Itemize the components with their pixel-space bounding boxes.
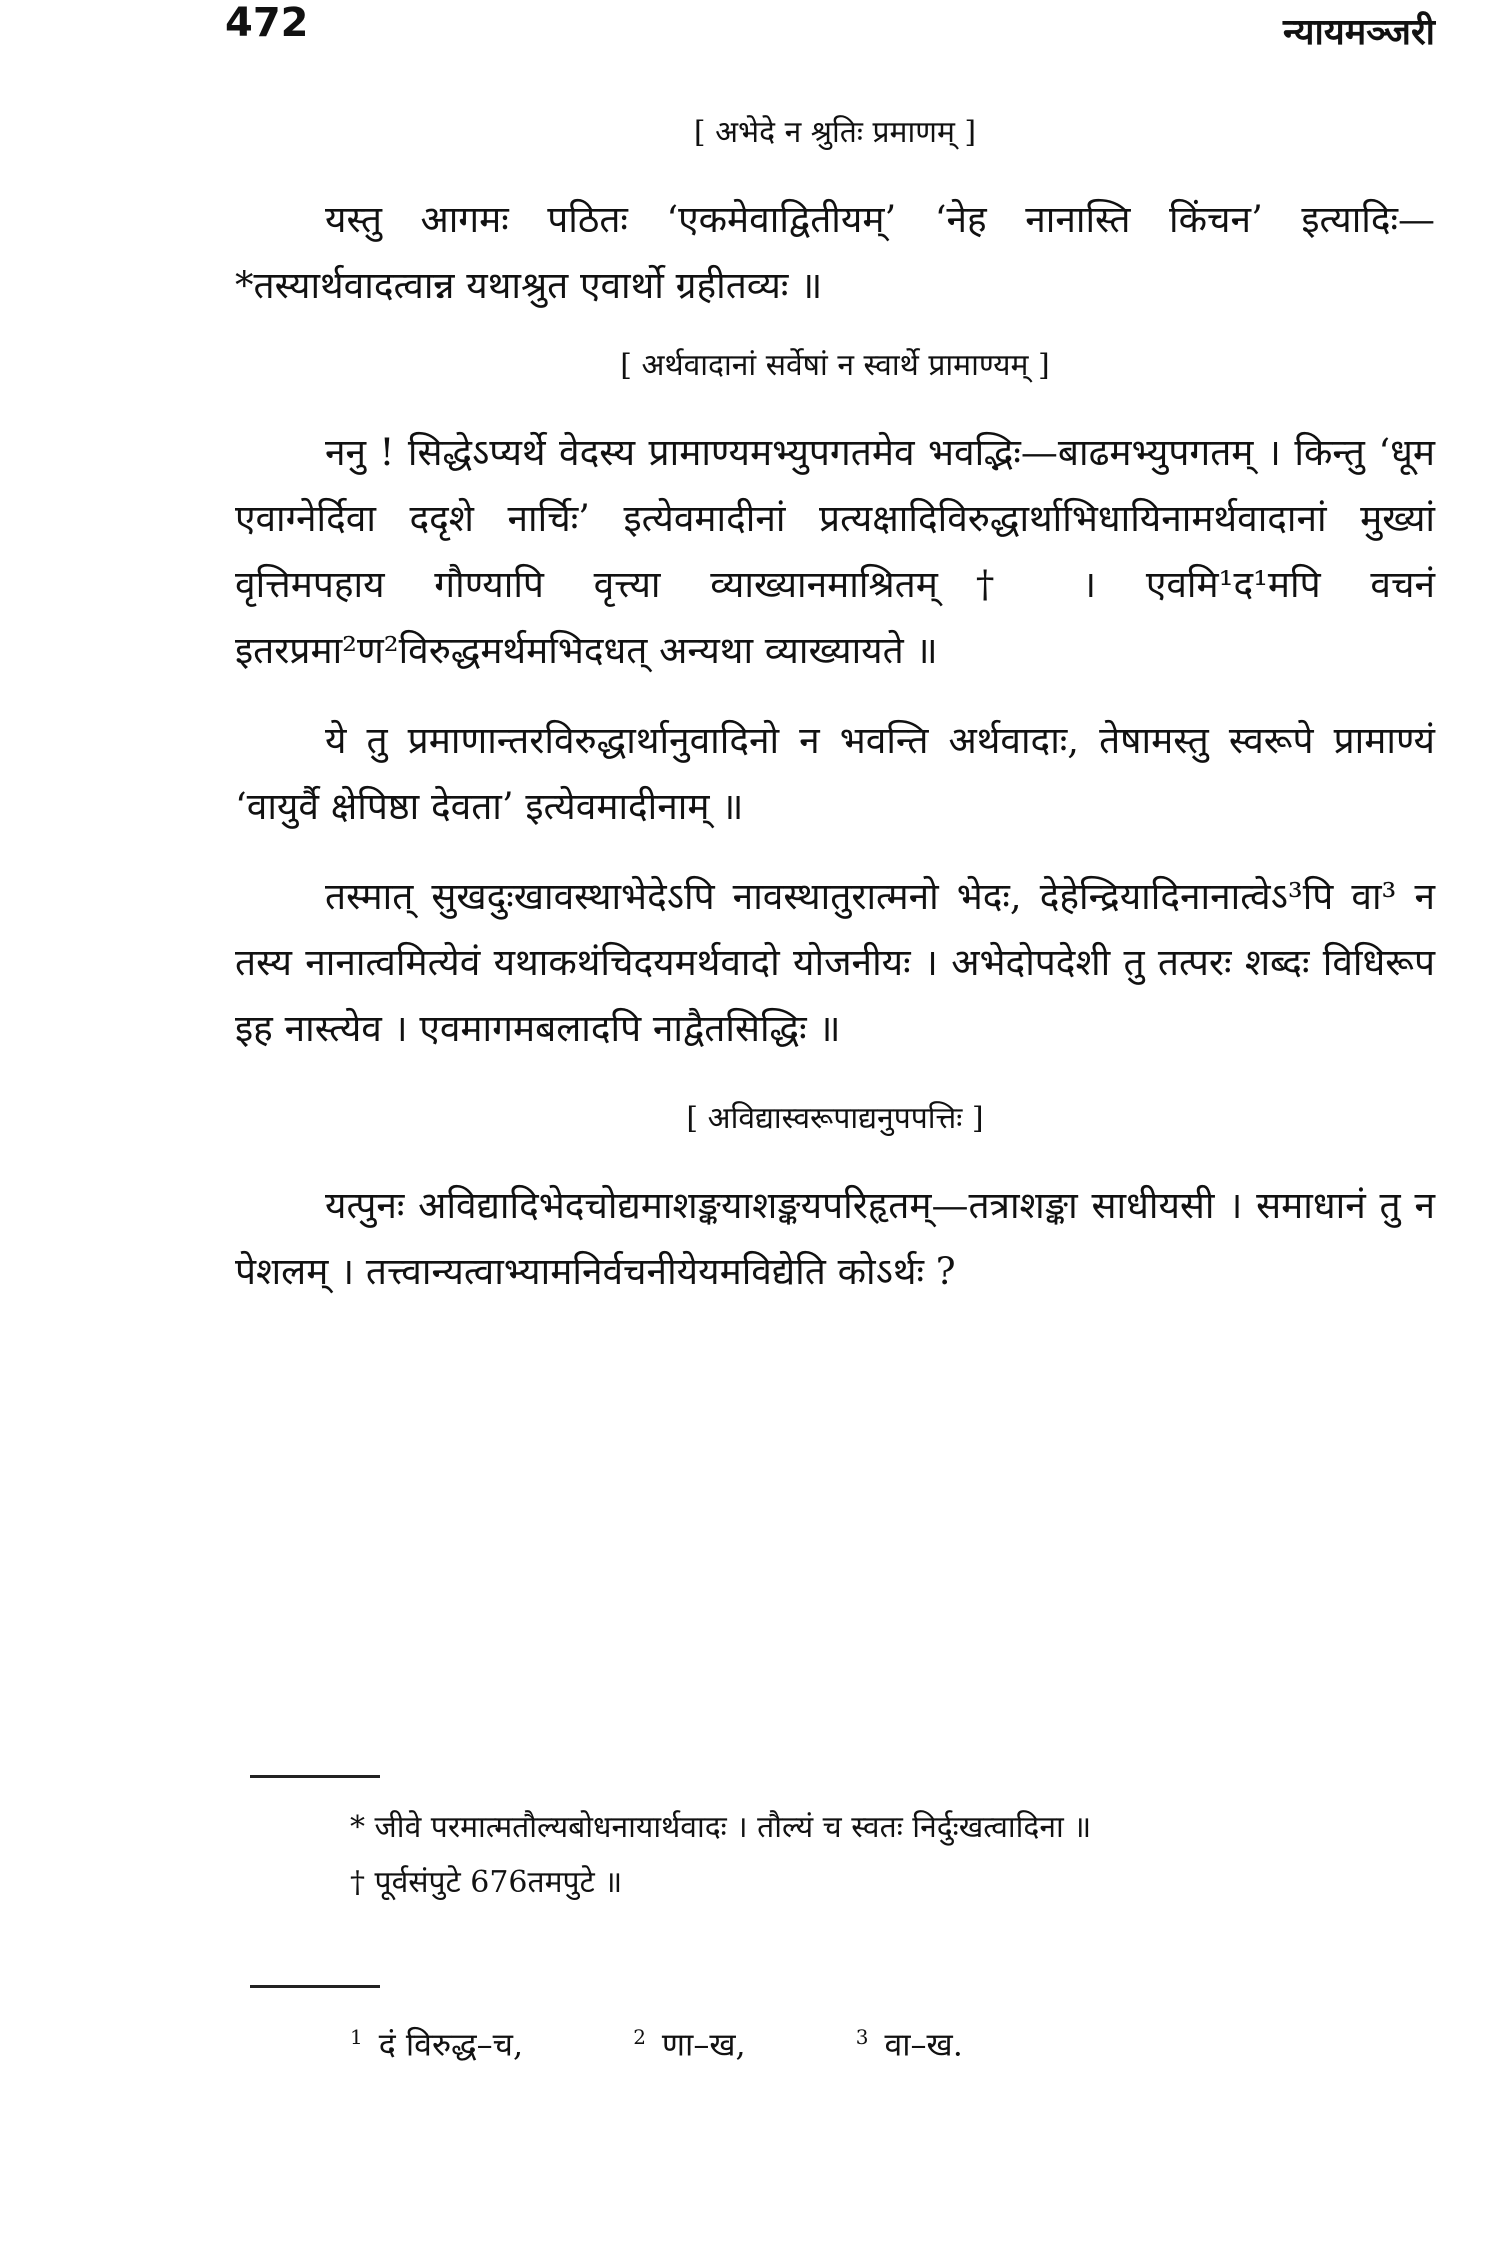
variant-row bbox=[350, 2010, 1440, 2073]
variant-text: दं विरुद्ध–च, bbox=[378, 2025, 524, 2064]
main-text bbox=[235, 100, 1435, 1329]
variant-text: वा–ख. bbox=[884, 2025, 963, 2064]
footnotes bbox=[250, 1775, 1440, 1910]
paragraph: ये तु प्रमाणान्तरविरुद्धार्थानुवादिनो न भवन्ति अर्थवादाः, तेषामस्तु स्वरूपे प्रामाण्यं ‘वायुर्वै क्षेपिष्ठा देवता’ इत्येवमादीनाम् ॥ bbox=[235, 719, 1435, 828]
section-heading: [ अविद्यास्वरूपाद्यनुपपत्तिः ] bbox=[686, 1101, 984, 1136]
running-title: न्यायमञ्जरी bbox=[1283, 11, 1435, 53]
paragraph: ननु ! सिद्धेऽप्यर्थे वेदस्य प्रामाण्यमभ्युपगतमेव भवद्भिः—बाढमभ्युपगतम् । किन्तु ‘धूम एवाग्नेर्दिवा ददृशे नार्चिः’ इत्येवमादीनां प्रत्यक्षादिविरुद्धार्थाभिधायिनामर्थवादानां मुख्यां वृत्तिमपहाय गौण्यापि वृत्त्या व्याख्यानमाश्रितम्† । एवमि¹द¹मपि वचनं इतरप्रमा²ण²विरुद्धमर्थमभिदधत् अन्यथा व्याख्यायते ॥ bbox=[235, 431, 1435, 672]
section-heading: [ अर्थवादानां सर्वेषां न स्वार्थे प्रामाण्यम् ] bbox=[620, 348, 1050, 383]
paragraph: तस्मात् सुखदुःखावस्थाभेदेऽपि नावस्थातुरात्मनो भेदः, देहेन्द्रियादिनानात्वेऽ³पि वा³ न तस्य नानात्वमित्येवं यथाकथंचिदयमर्थवादो योजनीयः । अभेदोपदेशी तु तत्परः शब्दः विधिरूप इह नास्त्येव । एवमागमबलादपि नाद्वैतसिद्धिः ॥ bbox=[235, 875, 1435, 1050]
page-number: 472 bbox=[225, 0, 309, 46]
footnote-divider bbox=[250, 1775, 380, 1778]
variant-item bbox=[633, 2010, 746, 2073]
variant-divider bbox=[250, 1985, 380, 1988]
variant-mark: 3 bbox=[855, 2025, 869, 2049]
page-header bbox=[225, 0, 1435, 70]
footnote: † पूर्वसंपुटे 676तमपुटे ॥ bbox=[350, 1865, 623, 1900]
section-heading: [ अभेदे न श्रुतिः प्रमाणम् ] bbox=[693, 115, 977, 150]
variant-text: णा–ख, bbox=[661, 2025, 746, 2064]
footnote: * जीवे परमात्मतौल्यबोधनायार्थवादः । तौल्यं च स्वतः निर्दुःखत्वादिना ॥ bbox=[350, 1810, 1092, 1845]
variant-item bbox=[856, 2010, 963, 2073]
variant-mark: 2 bbox=[633, 2025, 646, 2049]
paragraph: यत्पुनः अविद्यादिभेदचोद्यमाशङ्कयाशङ्कयपरिहृतम्—तत्राशङ्का साधीयसी । समाधानं तु न पेशलम् । तत्त्वान्यत्वाभ्यामनिर्वचनीयेयमविद्येति कोऽर्थः ? bbox=[235, 1184, 1435, 1293]
variant-mark: 1 bbox=[350, 2025, 363, 2049]
variant-readings bbox=[250, 1985, 1440, 2073]
paragraph: यस्तु आगमः पठितः ‘एकमेवाद्वितीयम्’ ‘नेह नानास्ति किंचन’ इत्यादिः—*तस्यार्थवादत्वान्न यथाश्रुत एवार्थो ग्रहीतव्यः ॥ bbox=[235, 198, 1435, 307]
variant-item bbox=[350, 2010, 523, 2073]
